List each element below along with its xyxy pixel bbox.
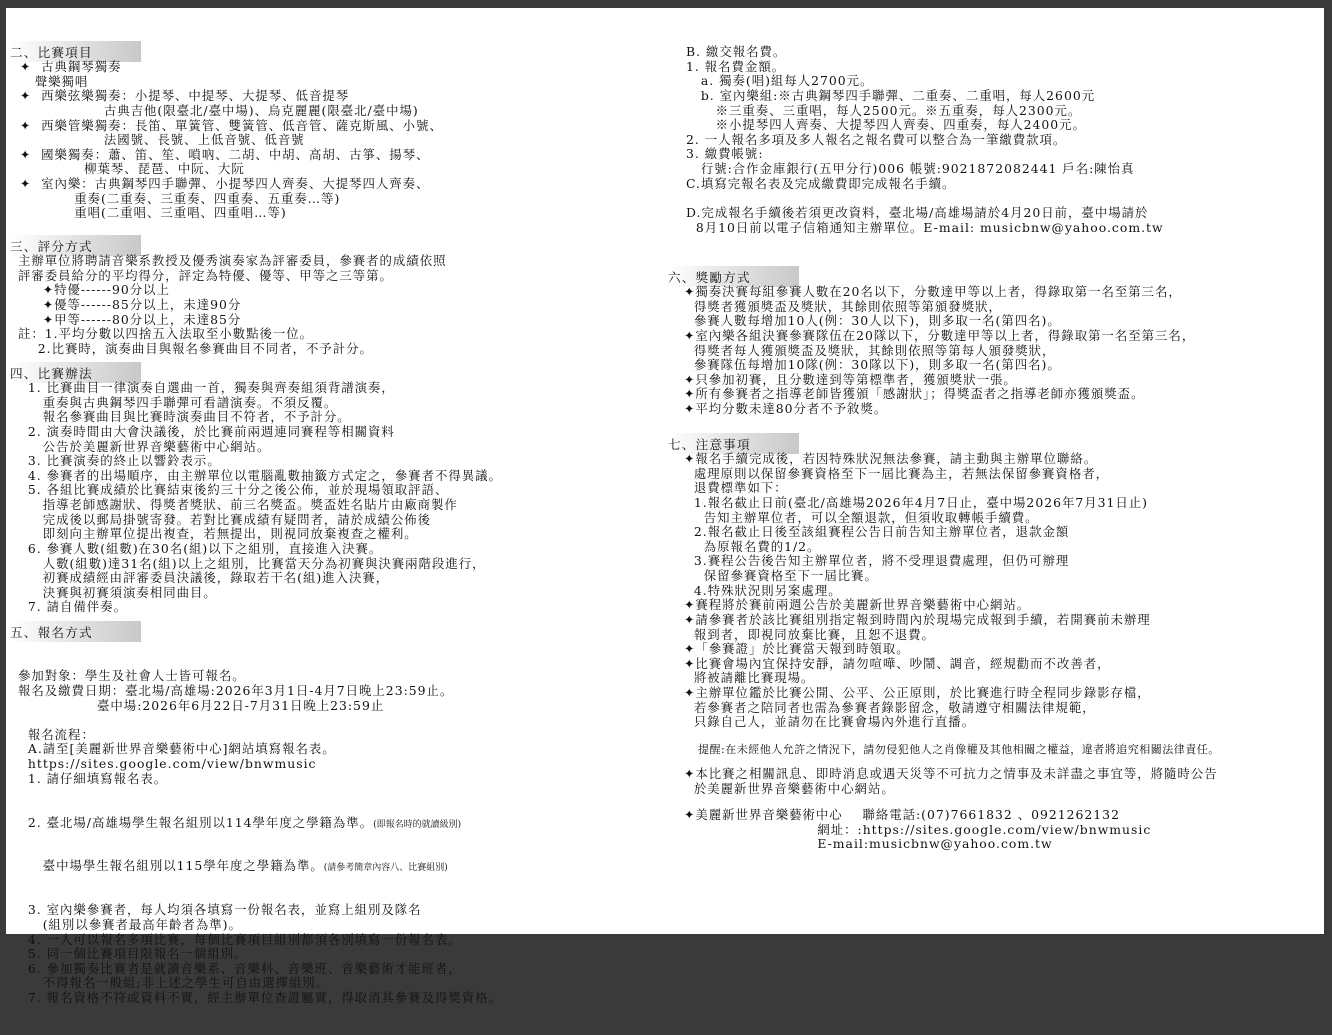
- contact-info: [684, 808, 1151, 852]
- registration-lines: [18, 669, 502, 786]
- text-line: https://sites.google.com/view/bnwmusic: [18, 756, 317, 771]
- text-line: ✦比賽會場內宜保持安靜，請勿喧嘩、吵鬧、調音，經規勸而不改善者，: [684, 655, 1111, 671]
- text-line: 退費標準如下：: [684, 480, 788, 496]
- text-line: b. 室內樂組:※古典鋼琴四手聯彈、二重奏、二重唱，每人2600元: [686, 87, 1096, 103]
- document-page: [6, 8, 1324, 1005]
- text-line: [18, 713, 502, 728]
- text-line: ✦ 室內樂：古典鋼琴四手聯彈、小提琴四人齊奏、大提琴四人齊奏、: [10, 176, 430, 191]
- text-line: 報名及繳費日期：臺北場/高雄場:2026年3月1日-4月7日晚上23:59止。: [18, 682, 454, 698]
- text-line: 行號:合作金庫銀行(五甲分行)006 帳號:9021872082441 戶名:陳怡真: [686, 161, 1135, 176]
- text-line: C.填寫完報名表及完成繳費即完成報名手續。: [686, 175, 956, 191]
- fee-text: [686, 45, 1164, 235]
- text-line: 4. 一人可以報名多項比賽，每個比賽項目組別都須各別填寫一份報名表。: [18, 931, 462, 947]
- text-line: ✦本比賽之相關訊息、即時消息或遇天災等不可抗力之情事及未詳盡之事宜等，將隨時公告: [684, 766, 1218, 781]
- text-line: ✦平均分數未達80分者不予敘獎。: [684, 401, 888, 416]
- text-line: 古典吉他(限臺北/臺中場)、烏克麗麗(限臺北/臺中場): [10, 102, 419, 118]
- text-line: 1. 比賽曲目一律演奏自選曲一首，獨奏與齊奏組須背譜演奏，: [18, 380, 395, 395]
- text-line: 2. 演奏時間由大會決議後，於比賽前兩週連同賽程等相關資料: [18, 423, 395, 439]
- text-line: 4.特殊狀況則另案處理。: [684, 582, 842, 598]
- text-line: 7. 請自備伴奏。: [18, 599, 127, 615]
- text-line: 註：1.平均分數以四捨五入法取至小數點後一位。: [18, 326, 314, 342]
- text-line: 柳葉琴、琵琶、中阮、大阮: [10, 161, 245, 177]
- text-line: ✦報名手續完成後，若因特殊狀況無法參賽，請主動與主辦單位聯絡。: [684, 451, 1098, 466]
- text-line: 處理原則以保留參賽資格至下一屆比賽為主，若無法保留參賽資格者，: [684, 465, 1109, 481]
- section-title-registration: 五、報名方式: [10, 621, 141, 642]
- text-line: ✦「參賽證」於比賽當天報到時領取。: [684, 641, 910, 657]
- registration-note-2: (請參考簡章內容八、比賽組別): [323, 863, 448, 874]
- registration-text: [18, 640, 502, 1035]
- text-line: 得獎者每人獲頒獎盃及獎狀，其餘則依照等第每人頒發獎狀，: [684, 342, 1056, 358]
- text-line: ※三重奏、三重唱，每人2500元。※五重奏，每人2300元。: [686, 102, 1082, 118]
- text-line: ✦ 國樂獨奏：蕭、笛、笙、嗩吶、二胡、中胡、高胡、古箏、揚琴、: [10, 146, 430, 162]
- text-line: 保留參賽資格至下一屆比賽。: [684, 568, 878, 583]
- text-line: 告知主辦單位者，可以全額退款，但須收取轉帳手續費。: [684, 509, 1039, 525]
- text-line: 主辦單位將聘請音樂系教授及優秀演奏家為評審委員，參賽者的成績依照: [18, 253, 447, 268]
- text-line: 7. 報名資格不符或資料不實，經主辦單位查證屬實，得取消其參賽及得獎資格。: [18, 990, 502, 1005]
- text-line: ✦獨奏決賽每組參賽人數在20名以下，分數達甲等以上者，得錄取第一名至第三名，: [684, 284, 1182, 299]
- text-line: 8月10日前以電子信箱通知主辦單位。E-mail: musicbnw@yahoo.com.tw: [686, 219, 1164, 235]
- scoring-text: [18, 254, 447, 356]
- awards-text: [684, 285, 1195, 417]
- registration-lines-after: [18, 903, 502, 1005]
- text-line: 法國號、長號、上低音號、低音號: [10, 132, 305, 148]
- text-line: 3. 比賽演奏的終止以響鈴表示。: [18, 453, 221, 469]
- notes-text: [684, 452, 1151, 730]
- text-line: 參加對象：學生及社會人士皆可報名。: [18, 668, 246, 684]
- text-line: 2.報名截止日後至該組賽程公告日前告知主辦單位者，退款金額: [684, 524, 1070, 540]
- rules-text: [18, 381, 502, 615]
- text-line: 5. 各組比賽成績於比賽結束後約三十分之後公佈，並於現場領取評語、: [18, 482, 449, 498]
- text-line: 4. 參賽者的出場順序，由主辦單位以電腦亂數抽籤方式定之，參賽者不得異議。: [18, 467, 502, 483]
- text-line: B. 繳交報名費。: [686, 44, 787, 59]
- text-line: 2. 一人報名多項及多人報名之報名費可以整合為一筆繳費款項。: [686, 131, 1067, 147]
- text-line: ✦所有參賽者之指導老師皆獲頒「感謝狀」；得獎盃者之指導老師亦獲頒獎盃。: [684, 386, 1145, 402]
- registration-line-2a: [18, 816, 502, 831]
- text-line: 報名流程：: [18, 726, 95, 742]
- text-line: 網址：:https://sites.google.com/view/bnwmusic: [684, 821, 1152, 837]
- text-line: ✦甲等------80分以上，未達85分: [18, 311, 242, 327]
- registration-note-1: (即報名時的就讀級別): [373, 819, 462, 830]
- text-line: 為原報名費的1/2。: [684, 538, 821, 554]
- section-title-awards: 六、獎勵方式: [668, 266, 799, 287]
- text-line: (組別以參賽者最高年齡者為準)。: [18, 916, 242, 932]
- registration-line-2b-text: 臺中場學生報名組別以115學年度之學籍為準。: [18, 858, 324, 874]
- text-line: A.請至[美麗新世界音樂藝術中心]網站填寫報名表。: [18, 741, 336, 757]
- text-line: 只錄自己人，並請勿在比賽會場內外進行直播。: [684, 714, 976, 730]
- text-line: 1.報名截止日前(臺北/高雄場2026年4月7日止，臺中場2026年7月31日止): [684, 494, 1149, 510]
- text-line: 人數(組數)達31名(組)以上之組別，比賽當天分為初賽與決賽兩階段進行，: [18, 555, 486, 571]
- section-title-rules: 四、比賽辦法: [10, 362, 141, 383]
- text-line: ✦賽程將於賽前兩週公告於美麗新世界音樂藝術中心網站。: [684, 597, 1031, 613]
- text-line: 1. 報名費金額。: [686, 58, 786, 74]
- text-line: 5. 同一個比賽項目限報名一個組別。: [18, 946, 248, 962]
- text-line: 決賽與初賽須演奏相同曲目。: [18, 584, 217, 600]
- text-line: 重奏與古典鋼琴四手聯彈可看譜演奏。不須反覆。: [18, 394, 338, 410]
- text-line: 得獎者獲頒獎盃及獎狀，其餘則依照等第頒發獎狀，: [684, 298, 1002, 314]
- section-title-scoring: 三、評分方式: [10, 235, 141, 256]
- text-line: 即刻向主辦單位提出複查，若無提出，則視同放棄複查之權利。: [18, 526, 418, 542]
- text-line: 參賽人數每增加10人(例：30人以下)，則多取一名(第四名)。: [684, 313, 1061, 329]
- text-line: 完成後以郵局掛號寄發。若對比賽成績有疑問者，請於成績公佈後: [18, 511, 432, 527]
- text-line: ✦ 西樂弦樂獨奏：小提琴、中提琴、大提琴、低音提琴: [10, 88, 350, 104]
- text-line: ✦ 古典鋼琴獨奏: [10, 59, 122, 74]
- text-line: 不得報名一般組;非上述之學生可自由選擇組別。: [18, 975, 330, 991]
- text-line: 評審委員給分的平均得分，評定為特優、優等、甲等之三等第。: [18, 267, 393, 283]
- section-title-notes: 七、注意事項: [668, 433, 799, 454]
- text-line: 若參賽者之陪同者也需為參賽者錄影留念，敬請遵守相關法律規範，: [684, 699, 1096, 715]
- text-line: 2.比賽時，演奏曲目與報名參賽曲目不同者，不予計分。: [18, 340, 373, 356]
- text-line: ✦室內樂各組決賽參賽隊伍在20隊以下，分數達甲等以上者，得錄取第一名至第三名，: [684, 327, 1196, 343]
- section-title-competition-items: 二、比賽項目: [10, 41, 141, 62]
- text-line: ✦特優------90分以上: [18, 282, 170, 298]
- text-line: 1. 請仔細填寫報名表。: [18, 770, 168, 786]
- text-line: 3. 室內樂參賽者，每人均須各填寫一份報名表，並寫上組別及隊名: [18, 902, 422, 918]
- text-line: 報名參賽曲目與比賽時演奏曲目不符者，不予計分。: [18, 409, 351, 425]
- competition-items-list: [10, 60, 443, 221]
- text-line: 3. 繳費帳號:: [686, 146, 764, 162]
- registration-line-2b: [18, 859, 502, 874]
- text-line: [686, 191, 1164, 206]
- text-line: ✦優等------85分以上，未達90分: [18, 296, 242, 312]
- notice-text: 提醒:在未經他人允許之情況下，請勿侵犯他人之肖像權及其他相關之權益，違者將追究相關法律責任。: [698, 743, 1220, 756]
- text-line: 指導老師感謝狀、得獎者獎狀、前三名獎盃。獎盃姓名貼片由廠商製作: [18, 497, 458, 512]
- text-line: ✦ 西樂管樂獨奏：長笛、單簧管、雙簧管、低音管、薩克斯風、小號、: [10, 117, 443, 133]
- text-line: ✦美麗新世界音樂藝術中心 聯絡電話:(07)7661832 、0921262132: [684, 807, 1120, 822]
- text-line: 6. 參加獨奏比賽者是就讀音樂系、音樂科、音樂班、音樂藝術才能班者，: [18, 960, 462, 976]
- text-line: ✦只參加初賽，且分數達到等第標準者，獲頒獎狀一張。: [684, 371, 1017, 387]
- text-line: 將被請離比賽現場。: [684, 670, 815, 686]
- text-line: 重唱(二重唱、三重唱、四重唱…等): [10, 205, 287, 221]
- text-line: ✦請參賽者於該比賽組別指定報到時間內於現場完成報到手續，若開賽前未辦理: [684, 611, 1151, 627]
- text-line: 參賽隊伍每增加10隊(例：30隊以下)，則多取一名(第四名)。: [684, 357, 1061, 373]
- text-line: a. 獨奏(唱)組每人2700元。: [686, 73, 874, 89]
- text-line: E-mail:musicbnw@yahoo.com.tw: [684, 836, 1053, 852]
- text-line: 3.賽程公告後告知主辦單位者，將不受理退費處理，但仍可辦理: [684, 553, 1070, 569]
- registration-line-2a-text: 2. 臺北場/高雄場學生報名組別以114學年度之學籍為準。: [18, 814, 374, 830]
- notes-text-2: [684, 767, 1218, 796]
- text-line: 6. 參賽人數(組數)在30名(組)以下之組別，直接進入決賽。: [18, 540, 383, 556]
- text-line: ✦主辦單位鑑於比賽公開、公平、公正原則，於比賽進行時全程同步錄影存檔，: [684, 685, 1151, 700]
- text-line: 臺中場:2026年6月22日-7月31日晚上23:59止: [18, 697, 385, 713]
- text-line: 重奏(二重奏、三重奏、四重奏、五重奏…等): [10, 190, 341, 206]
- text-line: 報到者，即視同放棄比賽，且恕不退費。: [684, 626, 935, 642]
- text-line: 於美麗新世界音樂藝術中心網站。: [684, 780, 895, 796]
- text-line: 聲樂獨唱: [10, 73, 89, 89]
- text-line: ※小提琴四人齊奏、大提琴四人齊奏、四重奏，每人2400元。: [686, 117, 1086, 133]
- text-line: 公告於美麗新世界音樂藝術中心網站。: [18, 438, 271, 454]
- text-line: 初賽成績經由評審委員決議後，錄取若干名(組)進入決賽，: [18, 570, 390, 586]
- text-line: D.完成報名手續後若須更改資料，臺北場/高雄場請於4月20日前，臺中場請於: [686, 204, 1149, 220]
